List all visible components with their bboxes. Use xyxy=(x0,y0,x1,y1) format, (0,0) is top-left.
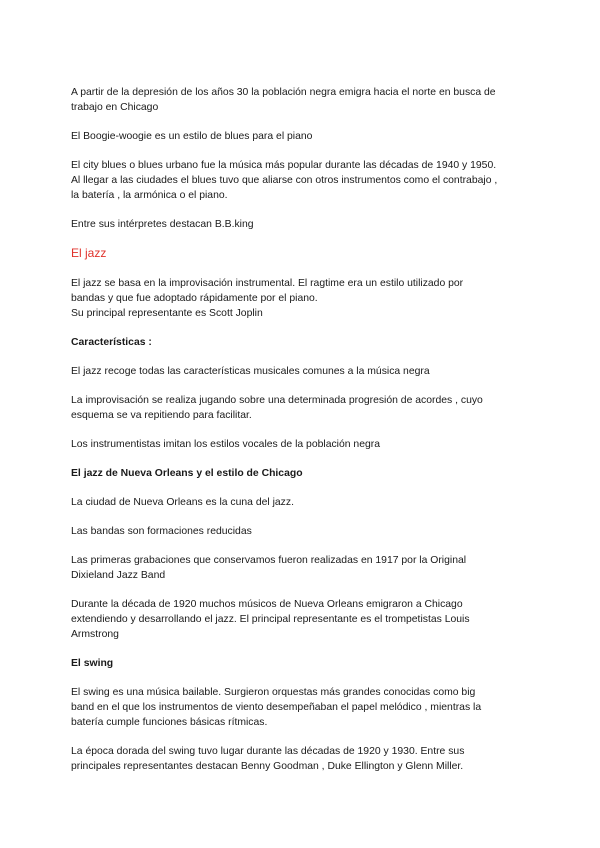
paragraph-city-blues: El city blues o blues urbano fue la música más popular durante las décadas de 1940 y 1950. Al llegar a las ciudades el blues tuvo que aliarse con otros instrumentos como el contrabajo , la batería , la armónica o el piano. xyxy=(71,160,498,201)
paragraph-new-orleans-cradle: La ciudad de Nueva Orleans es la cuna del jazz. xyxy=(71,497,294,508)
paragraph-characteristic-3: Los instrumentistas imitan los estilos vocales de la población negra xyxy=(71,439,380,450)
paragraph-small-bands: Las bandas son formaciones reducidas xyxy=(71,526,252,537)
paragraph-characteristic-1: El jazz recoge todas las características musicales comunes a la música negra xyxy=(71,366,430,377)
paragraph-blues-performers: Entre sus intérpretes destacan B.B.king xyxy=(71,219,254,230)
paragraph-swing-intro: El swing es una música bailable. Surgieron orquestas más grandes conocidas como big band en el que los instrumentos de viento desempeñaban el papel melódico , mientras la batería cumple funciones básicas rítmicas. xyxy=(71,687,482,728)
subheading-new-orleans-chicago: El jazz de Nueva Orleans y el estilo de Chicago xyxy=(71,468,303,479)
paragraph-characteristic-2: La improvisación se realiza jugando sobre una determinada progresión de acordes , cuyo esquema se va repitiendo para facilitar. xyxy=(71,395,483,421)
document-page xyxy=(71,85,541,788)
paragraph-chicago-migration: Durante la década de 1920 muchos músicos de Nueva Orleans emigraron a Chicago extendiendo y desarrollando el jazz. El principal representante es el trompetistas Louis Armstrong xyxy=(71,599,470,640)
subheading-characteristics: Características : xyxy=(71,337,152,348)
paragraph-boogie-woogie: El Boogie-woogie es un estilo de blues para el piano xyxy=(71,131,313,142)
paragraph-first-recordings: Las primeras grabaciones que conservamos fueron realizadas en 1917 por la Original Dixieland Jazz Band xyxy=(71,555,467,581)
section-heading-jazz: El jazz xyxy=(71,246,107,260)
paragraph-depression-migration: A partir de la depresión de los años 30 la población negra emigra hacia el norte en busca de trabajo en Chicago xyxy=(71,87,496,113)
paragraph-jazz-intro: El jazz se basa en la improvisación instrumental. El ragtime era un estilo utilizado por bandas y que fue adoptado rápidamente por el piano. Su principal representante es Scott Joplin xyxy=(71,278,464,319)
paragraph-swing-golden-age: La época dorada del swing tuvo lugar durante las décadas de 1920 y 1930. Entre sus principales representantes destacan Benny Goodman , Duke Ellington y Glenn Miller. xyxy=(71,746,465,772)
subheading-swing: El swing xyxy=(71,658,114,669)
